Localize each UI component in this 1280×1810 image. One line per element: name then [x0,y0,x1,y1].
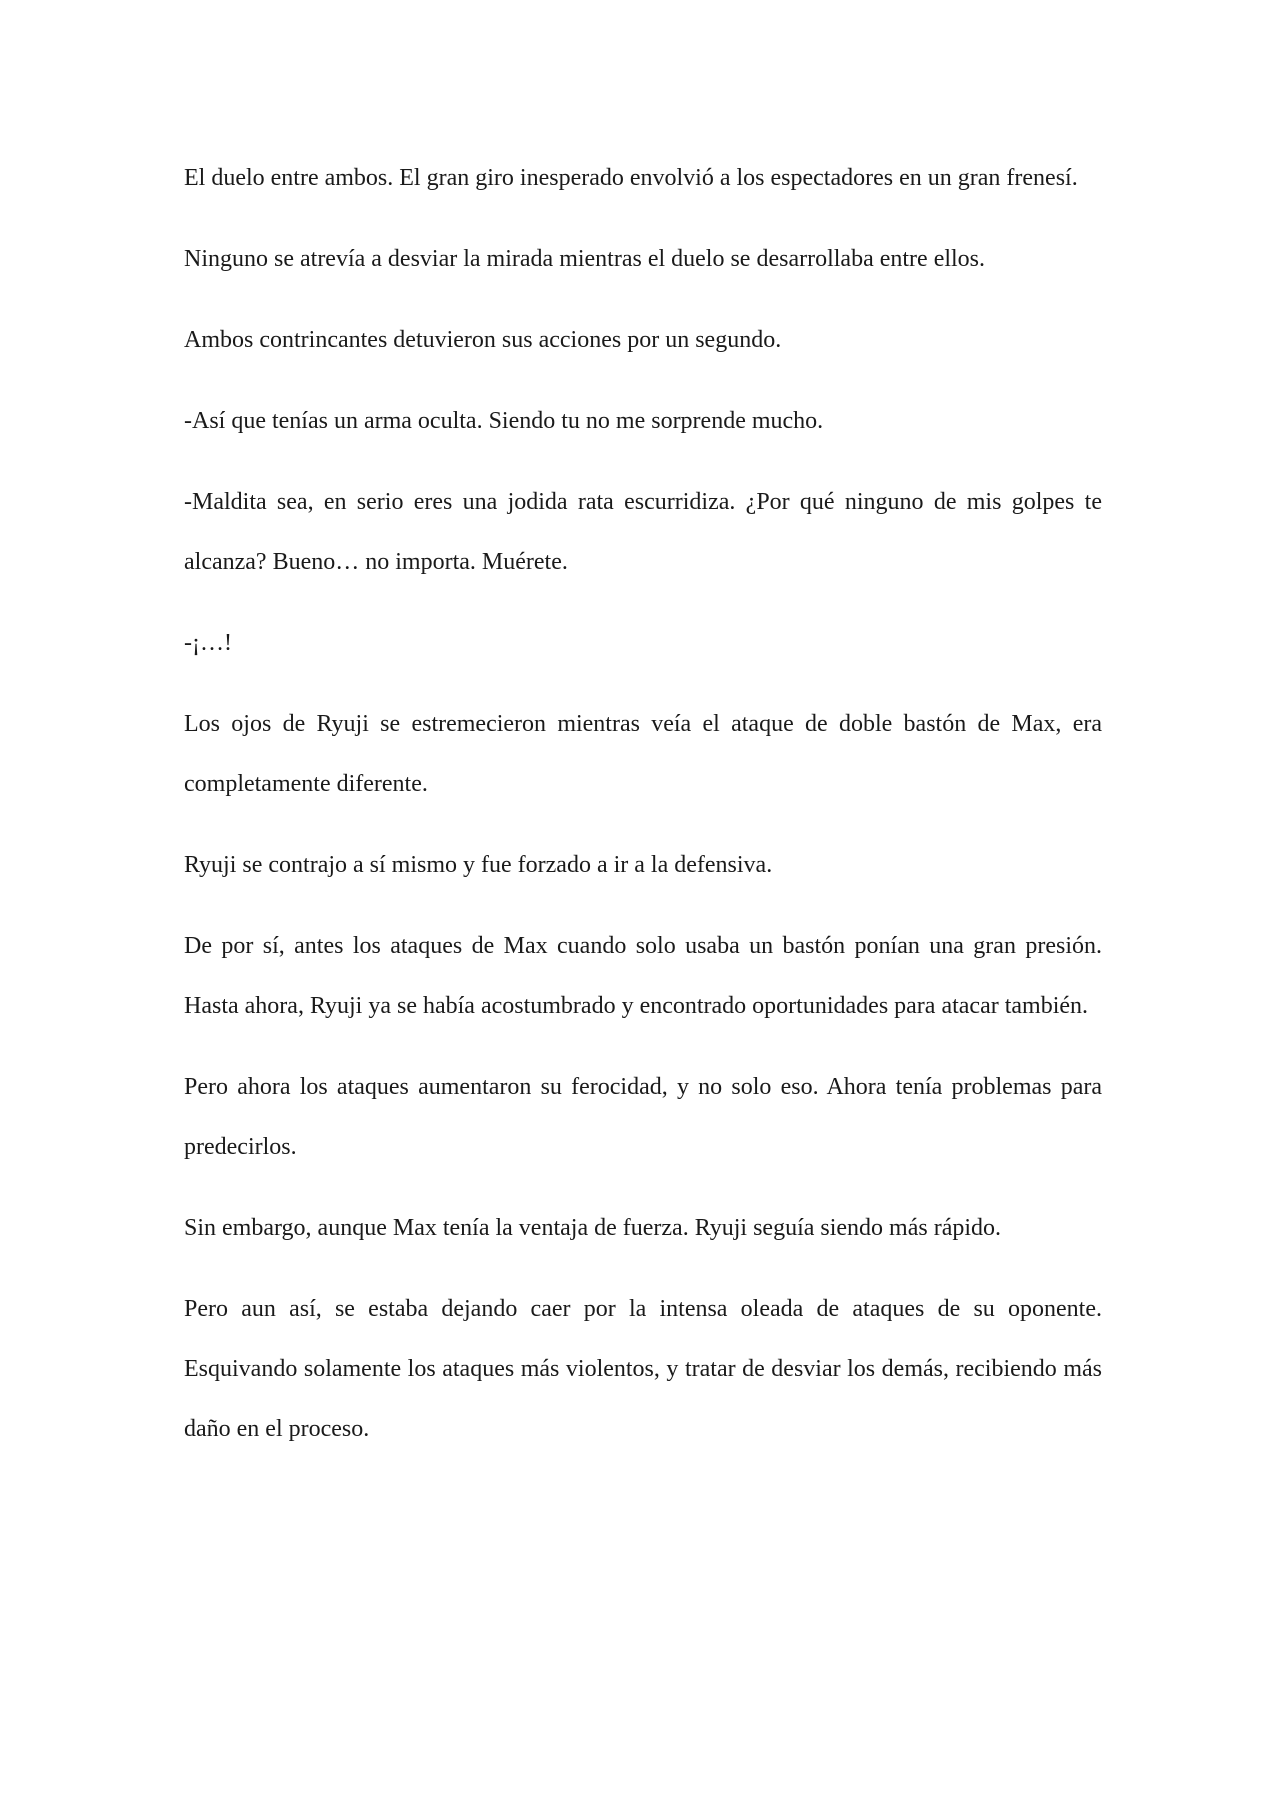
paragraph-11: Sin embargo, aunque Max tenía la ventaja de fuerza. Ryuji seguía siendo más rápido. [184,1215,1002,1241]
paragraph-3: Ambos contrincantes detuvieron sus acciones por un segundo. [184,327,782,353]
paragraph-12: Pero aun así, se estaba dejando caer por la intensa oleada de ataques de su oponente. Esquivando solamente los ataques más violentos, y tratar de desviar los demás, recibiendo más daño en el proceso. [184,1296,1102,1442]
paragraph-2: Ninguno se atrevía a desviar la mirada mientras el duelo se desarrollaba entre ellos. [184,246,986,272]
paragraph-6: -¡…! [184,630,232,656]
paragraph-10: Pero ahora los ataques aumentaron su ferocidad, y no solo eso. Ahora tenía problemas para predecirlos. [184,1074,1102,1160]
paragraph-7: Los ojos de Ryuji se estremecieron mientras veía el ataque de doble bastón de Max, era completamente diferente. [184,711,1102,797]
paragraph-9: De por sí, antes los ataques de Max cuando solo usaba un bastón ponían una gran presión. Hasta ahora, Ryuji ya se había acostumbrado y encontrado oportunidades para atacar también. [184,933,1102,1019]
paragraph-5: -Maldita sea, en serio eres una jodida rata escurridiza. ¿Por qué ninguno de mis golpes te alcanza? Bueno… no importa. Muérete. [184,489,1102,575]
paragraph-1: El duelo entre ambos. El gran giro inesperado envolvió a los espectadores en un gran frenesí. [184,165,1078,191]
paragraph-4: -Así que tenías un arma oculta. Siendo tu no me sorprende mucho. [184,408,824,434]
document-page [184,148,1102,1459]
paragraph-8: Ryuji se contrajo a sí mismo y fue forzado a ir a la defensiva. [184,852,773,878]
